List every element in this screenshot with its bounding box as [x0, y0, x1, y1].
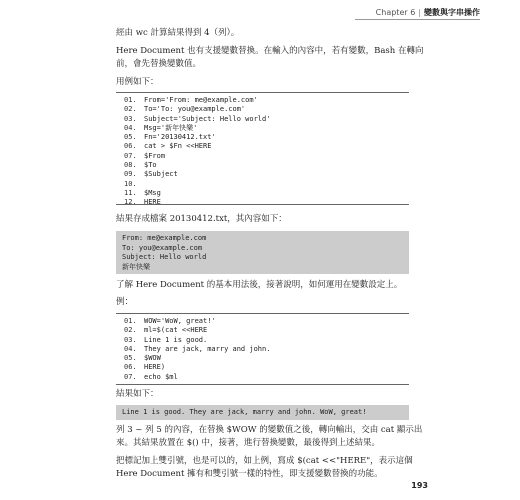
line-number: 10. [124, 179, 137, 188]
code-text: $WOW [144, 354, 161, 363]
code-text: $From [144, 151, 166, 160]
code-line [124, 170, 409, 179]
line-number: 08. [124, 161, 137, 170]
paragraph-variable-usage: 了解 Here Document 的基本用法後，接著說明，如何運用在變數設定上。 [116, 280, 403, 290]
code-text: They are jack, marry and john. [144, 344, 271, 353]
output-box-2 [116, 405, 409, 420]
line-number: 11. [124, 188, 137, 197]
section-title: 變數與字串操作 [424, 8, 480, 17]
paragraph-explanation: 列 3 ~ 列 5 的內容，在替換 $WOW 的變數值之後，轉向輸出，交由 cat 顯示出來。其結果放置在 $() 中，接著，進行替換變數，最後得到上述結果。 [116, 425, 423, 448]
paragraph-file-result: 結果存成檔案 20130412.txt，其內容如下： [116, 214, 287, 224]
code-line [124, 115, 409, 124]
line-number: 04. [124, 344, 137, 353]
code-line [124, 326, 409, 335]
code-line [124, 198, 409, 207]
output-line: From: me@example.com [122, 234, 207, 242]
running-header [376, 7, 480, 18]
code-text: cat > $Fn <<HERE [144, 142, 212, 151]
code-text: $Subject [144, 170, 178, 179]
code-text: $Msg [144, 188, 161, 197]
code-line [124, 161, 409, 170]
code-line [124, 124, 409, 133]
paragraph-result-label: 結果如下： [116, 389, 159, 399]
line-number: 05. [124, 133, 137, 142]
paragraph-here-doc-intro: Here Document 也有支援變數替換。在輸入的內容中，若有變數，Bash 在轉向前，會先替換變數值。 [116, 46, 424, 69]
code-text: From='From: me@example.com' [144, 96, 258, 104]
output-line: 新年快樂 [122, 262, 150, 271]
code-line [124, 373, 409, 382]
line-number: 03. [124, 114, 137, 123]
line-number: 01. [124, 96, 137, 104]
line-number: 02. [124, 105, 137, 114]
code-line [124, 336, 409, 345]
paragraph-usage-example: 用例如下： [116, 77, 159, 87]
chapter-label: Chapter 6 [375, 8, 416, 17]
code-line [124, 345, 409, 354]
line-number: 05. [124, 354, 137, 363]
code-line [124, 189, 409, 198]
code-text: Line 1 is good. [144, 335, 208, 344]
line-number: 07. [124, 151, 137, 160]
code-listing-1 [116, 92, 409, 205]
code-line [124, 317, 409, 326]
code-text: HERE [144, 198, 161, 207]
line-number: 01. [124, 317, 137, 325]
line-number: 06. [124, 363, 137, 372]
header-separator: | [418, 8, 421, 17]
code-text: WOW='WoW, great!' [144, 317, 216, 325]
line-number: 06. [124, 142, 137, 151]
line-number: 04. [124, 123, 137, 132]
code-text: Subject='Subject: Hello world' [144, 114, 271, 123]
header-rule [355, 19, 480, 20]
line-number: 12. [124, 198, 137, 207]
line-number: 02. [124, 326, 137, 335]
code-line [124, 152, 409, 161]
code-text: To='To: you@example.com' [144, 105, 246, 114]
line-number: 03. [124, 335, 137, 344]
output-box-1 [116, 231, 409, 274]
code-line [124, 354, 409, 363]
code-line [124, 133, 409, 142]
paragraph-wc-result: 經由 wc 計算結果得到 4（列）。 [116, 28, 240, 38]
output-line: Subject: Hello world [122, 253, 207, 261]
paragraph-example-label: 例： [116, 297, 134, 307]
output-line: Line 1 is good. They are jack, marry and john. WoW, great! [122, 408, 367, 416]
code-text: Msg='新年快樂' [144, 123, 198, 132]
code-line [124, 96, 409, 105]
code-line [124, 180, 409, 189]
paragraph-double-quote: 把標記加上雙引號，也是可以的，如上例，寫成 $(cat <<"HERE"，表示這個 Here Document 擁有和雙引號一樣的特性，即支援變數替換的功能。 [116, 456, 413, 479]
code-text: $To [144, 161, 157, 170]
code-line [124, 142, 409, 151]
code-listing-2 [116, 313, 409, 385]
code-text: Fn='20130412.txt' [144, 133, 216, 142]
code-line [124, 363, 409, 372]
page-number: 193 [411, 481, 428, 490]
code-line [124, 105, 409, 114]
code-text: echo $ml [144, 372, 178, 381]
line-number: 09. [124, 170, 137, 179]
code-text: ml=$(cat <<HERE [144, 326, 208, 335]
code-text: HERE) [144, 363, 166, 372]
line-number: 07. [124, 372, 137, 381]
output-line: To: you@example.com [122, 243, 203, 252]
